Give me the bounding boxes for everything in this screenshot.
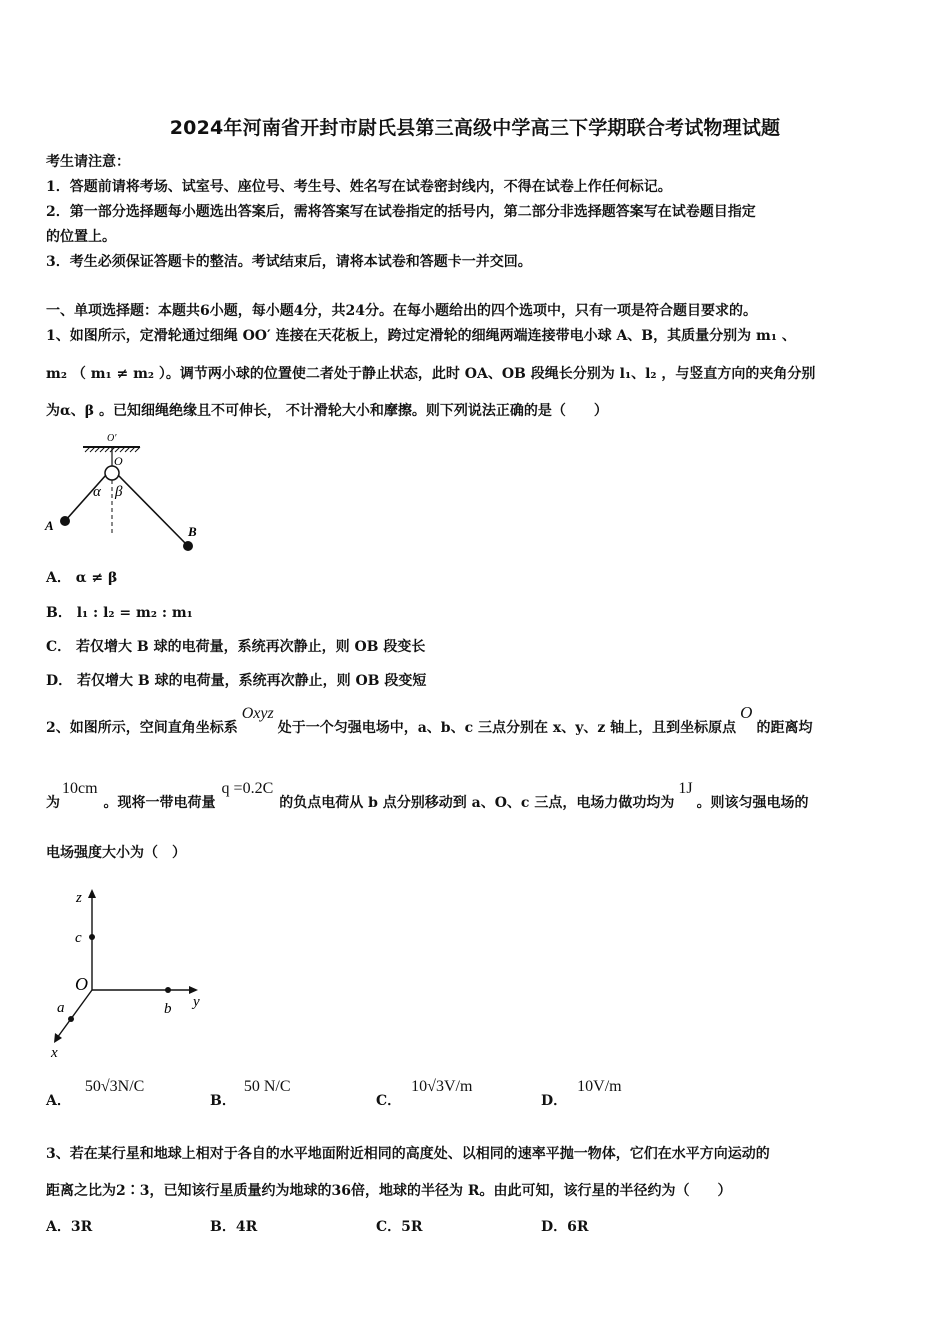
pulley-icon xyxy=(105,466,119,480)
q2-option-a xyxy=(46,1078,145,1110)
point-a xyxy=(68,1016,74,1022)
q2-text-1b: 处于一个匀强电场中，a、b、c 三点分别在 x、y、z 轴上，且到坐标原点 xyxy=(277,720,737,736)
q2-option-b-letter: B． xyxy=(210,1093,236,1109)
q1-option-a: A． α ≠ β xyxy=(46,570,118,586)
q2-math-1j: 1J xyxy=(678,780,693,797)
q1-label-b: B xyxy=(188,524,197,539)
q1-stem-line3: 为α、β 。已知细绳绝缘且不可伸长， 不计滑轮大小和摩擦。则下列说法正确的是（ ） xyxy=(46,403,608,419)
q2-option-a-letter: A． xyxy=(46,1093,71,1109)
q1-label-a: A xyxy=(45,518,54,533)
notice-item-3: 3．考生必须保证答题卡的整洁。考试结束后，请将本试卷和答题卡一并交回。 xyxy=(46,254,532,270)
q1-label-alpha: α xyxy=(93,484,101,500)
q1-label-o: O xyxy=(114,454,123,468)
q2-option-d-value: 10V/m xyxy=(577,1078,622,1095)
q1-label-o-prime: O′ xyxy=(107,433,117,444)
q1-label-beta: β xyxy=(115,484,123,500)
q2-option-d xyxy=(541,1078,622,1110)
q1-stem-line2: m₂ （ m₁ ≠ m₂ ）。调节两小球的位置使二者处于静止状态，此时 OA、OB 段绳长分别为 l₁、l₂ ，与竖直方向的夹角分别 xyxy=(46,366,816,382)
q2-option-c-value: 10√3V/m xyxy=(411,1078,473,1095)
q2-option-d-letter: D． xyxy=(541,1093,568,1109)
q3-option-a: A．3R xyxy=(46,1219,93,1235)
q2-option-c xyxy=(376,1078,473,1110)
notice-item-1: 1．答题前请将考场、试室号、座位号、考生号、姓名写在试卷密封线内，不得在试卷上作任何标记。 xyxy=(46,179,672,195)
ball-a xyxy=(60,516,70,526)
q1-stem-line1: 1、如图所示，定滑轮通过细绳 OO′ 连接在天花板上，跨过定滑轮的细绳两端连接带电小球 A、B，其质量分别为 m₁ 、 xyxy=(46,328,796,344)
q2-text-1a: 2、如图所示，空间直角坐标系 xyxy=(46,720,238,736)
q2-label-a: a xyxy=(57,1000,65,1016)
page-title: 2024年河南省开封市尉氏县第三高级中学高三下学期联合考试物理试题 xyxy=(169,117,781,139)
q2-stem-line3: 电场强度大小为（ ） xyxy=(46,845,186,861)
q3-stem-line1: 3、若在某行星和地球上相对于各自的水平地面附近相同的高度处、以相同的速率平抛一物体，它们在水平方向运动的 xyxy=(46,1146,770,1162)
q2-math-oxyz: Oxyz xyxy=(241,705,274,722)
q3-option-d: D．6R xyxy=(541,1219,589,1235)
q1-option-c: C． 若仅增大 B 球的电荷量，系统再次静止，则 OB 段变长 xyxy=(46,639,426,655)
q2-text-2d: 。则该匀强电场的 xyxy=(696,795,809,811)
q2-stem-line2 xyxy=(46,780,809,812)
notice-item-2: 2．第一部分选择题每小题选出答案后，需将答案写在试卷指定的括号内，第二部分非选择题答案写在试卷题目指定 xyxy=(46,204,756,220)
q2-option-b-value: 50 N/C xyxy=(243,1078,291,1095)
q2-axes-figure xyxy=(42,880,222,1065)
q2-label-y: y xyxy=(193,994,200,1010)
q2-text-2c: 的负点电荷从 b 点分别移动到 a、O、c 三点，电场力做功均为 xyxy=(279,795,675,811)
q2-option-c-letter: C． xyxy=(376,1093,402,1109)
q2-text-1c: 的距离均 xyxy=(756,720,813,736)
q2-math-10cm: 10cm xyxy=(62,780,98,797)
q2-label-b: b xyxy=(164,1001,172,1017)
q1-option-d: D． 若仅增大 B 球的电荷量，系统再次静止，则 OB 段变短 xyxy=(46,673,427,689)
q2-label-c: c xyxy=(75,930,82,946)
q2-text-2a: 为 xyxy=(46,795,60,811)
notice-item-2-cont: 的位置上。 xyxy=(46,229,116,245)
section-heading: 一、单项选择题：本题共6小题，每小题4分，共24分。在每小题给出的四个选项中，只有一项是符合题目要求的。 xyxy=(46,303,757,319)
q2-stem-line1 xyxy=(46,703,813,737)
q3-option-c: C．5R xyxy=(376,1219,423,1235)
q3-option-b: B．4R xyxy=(210,1219,258,1235)
ball-b xyxy=(183,541,193,551)
q3-stem-line2: 距离之比为2∶3，已知该行星质量约为地球的36倍，地球的半径为 R。由此可知，该行星的半径约为（ ） xyxy=(46,1183,732,1199)
q2-option-a-value: 50√3N/C xyxy=(84,1078,145,1095)
q2-math-o: O xyxy=(740,703,753,722)
point-c xyxy=(89,934,95,940)
q1-pulley-figure xyxy=(40,428,210,558)
q1-option-b: B． l₁ : l₂ = m₂ : m₁ xyxy=(46,605,193,621)
q2-label-o: O xyxy=(75,974,88,994)
q2-label-x: x xyxy=(51,1045,58,1061)
q2-label-z: z xyxy=(76,890,82,906)
q2-math-charge: q =0.2C xyxy=(221,780,274,797)
notice-heading: 考生请注意： xyxy=(46,154,130,170)
q2-option-b xyxy=(210,1078,291,1110)
point-b xyxy=(165,987,171,993)
q2-text-2b: 。现将一带电荷量 xyxy=(103,795,216,811)
